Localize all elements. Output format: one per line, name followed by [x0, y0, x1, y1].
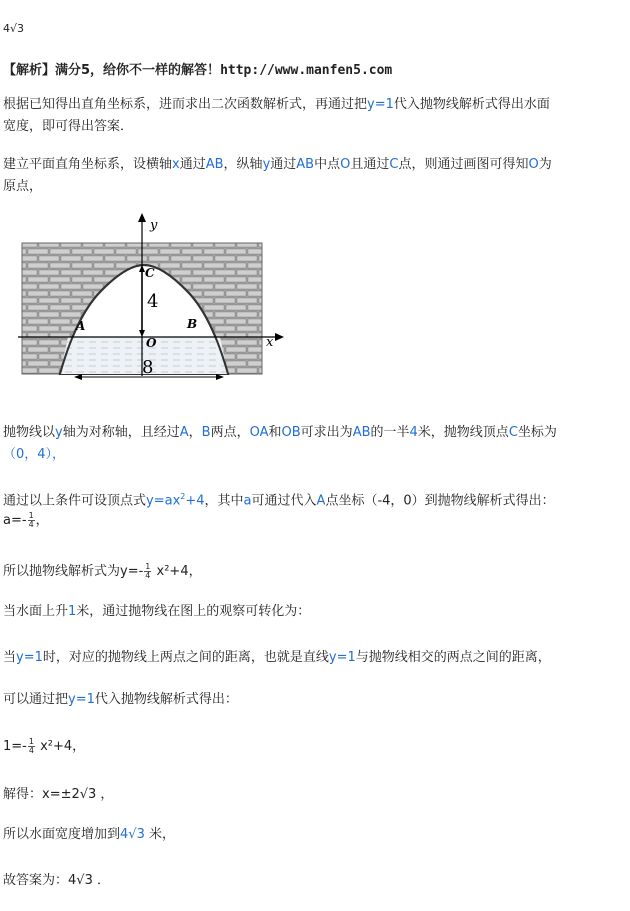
expr: +4 [185, 493, 205, 509]
setup-text: ，纵轴 [223, 157, 263, 172]
x-axis-label: x [266, 335, 274, 350]
fraction [144, 563, 151, 580]
setup-text: 为 [538, 157, 552, 172]
fraction [28, 512, 35, 529]
y-axis-arrow [138, 213, 146, 222]
symmetry-line-1 [3, 424, 557, 442]
text: 和 [268, 425, 282, 440]
point-c: C [508, 425, 518, 440]
text: 抛物线以 [3, 425, 56, 440]
text: ， [188, 425, 202, 440]
setup-line-1 [3, 156, 552, 174]
numerator: 1 [28, 511, 34, 520]
expr: y=1 [16, 650, 43, 665]
height-label: 4 [147, 291, 159, 312]
value: 4√3 [120, 827, 145, 842]
top-answer: 4√3 [3, 22, 25, 35]
arch-bridge-figure [16, 213, 286, 380]
text: x²+4， [152, 564, 202, 579]
setup-text: 且通过 [350, 157, 390, 172]
intro-line-1 [3, 96, 550, 114]
analysis-header [3, 62, 392, 80]
text: 的一半 [370, 425, 410, 440]
text: 与抛物线相交的两点之间的距离， [355, 650, 551, 665]
text: x²+4， [35, 739, 86, 754]
number: 4 [409, 425, 418, 440]
intro-text: 根据已知得出直角坐标系，进而求出二次函数解析式，再通过把 [3, 97, 368, 112]
point-o: O [340, 157, 351, 172]
text: 1=- [3, 739, 27, 754]
score-note: 满分5，给你不一样的解答！ [55, 63, 221, 78]
text: 当 [3, 650, 17, 665]
expr: y=ax [146, 493, 181, 509]
value: 4√3 [68, 873, 93, 888]
segment-oa: OA [249, 425, 269, 440]
intro-line-2: 宽度，即可得出答案． [3, 119, 134, 134]
setup-text: 点，则通过画图可得知 [398, 157, 529, 172]
width-label: 8 [142, 357, 154, 378]
final-answer-line [3, 872, 110, 890]
text: 米， [144, 827, 175, 842]
intro-text-end: 代入抛物线解析式得出水面 [393, 97, 550, 112]
a-result [3, 512, 49, 530]
segment-ab: AB [352, 425, 371, 440]
text: ，其中 [204, 493, 244, 509]
text: 代入抛物线解析式得出： [94, 692, 238, 707]
segment-ab: AB [205, 157, 224, 172]
denominator: 4 [145, 571, 151, 580]
setup-text: 通过 [179, 157, 206, 172]
denominator: 4 [28, 520, 34, 529]
segment-ab: AB [296, 157, 315, 172]
width-line [3, 826, 175, 844]
when-line [3, 649, 551, 667]
solve-line: 解得：x=±2√3 ， [3, 787, 114, 802]
number: 1 [68, 604, 77, 619]
var-a: a [243, 493, 252, 509]
y-axis-label: y [150, 218, 158, 233]
point-o-label: O [146, 336, 157, 350]
parabola-line [3, 563, 202, 581]
var-y: y [55, 425, 63, 440]
denominator: 4 [28, 746, 34, 755]
text: 通过以上条件可设顶点式 [3, 493, 147, 509]
vertex-coord: （0，4）， [3, 447, 66, 462]
expr: y=1 [328, 650, 356, 665]
text: 可通过代入 [251, 493, 317, 509]
text: 轴为对称轴，且经过 [62, 425, 180, 440]
substitute-line [3, 691, 238, 709]
text: 可以通过把 [3, 692, 69, 707]
point-o: O [528, 157, 539, 172]
point-b: B [201, 425, 211, 440]
numerator: 1 [145, 562, 151, 571]
var-y: y [262, 157, 271, 172]
text: ． [92, 873, 110, 888]
text: 所以抛物线解析式为 [3, 564, 121, 579]
text: 故答案为： [3, 873, 69, 888]
text: 坐标为 [517, 425, 557, 440]
setup-line-2: 原点， [3, 179, 43, 194]
point-c-label: C [145, 266, 155, 280]
vertex-form-line [3, 488, 555, 510]
intro-expr: y=1 [367, 97, 394, 112]
text: 米，抛物线顶点 [417, 425, 509, 440]
point-b-label: B [187, 317, 198, 331]
site-link[interactable]: http://www.manfen5.com [220, 63, 393, 78]
text: 时，对应的抛物线上两点之间的距离，也就是直线 [42, 650, 329, 665]
text: 点坐标（-4，0）到抛物线解析式得出： [325, 493, 555, 509]
expr: y=1 [68, 692, 95, 707]
point-a: A [316, 493, 326, 509]
text: a=- [3, 513, 27, 528]
text: 当水面上升 [3, 604, 69, 619]
x-axis-arrow [275, 333, 284, 341]
numerator: 1 [28, 737, 34, 746]
text: 米，通过抛物线在图上的观察可转化为： [76, 604, 311, 619]
fraction [28, 738, 35, 755]
text: 可求出为 [300, 425, 353, 440]
equation-line [3, 738, 85, 756]
text: y=- [120, 564, 144, 579]
exponent: 2 [180, 492, 186, 501]
point-a: A [179, 425, 189, 440]
point-a-label: A [76, 319, 86, 333]
text: 所以水面宽度增加到 [3, 827, 121, 842]
setup-text: 通过 [270, 157, 297, 172]
point-c: C [389, 157, 399, 172]
segment-ob: OB [281, 425, 301, 440]
setup-text: 建立平面直角坐标系，设横轴 [3, 157, 173, 172]
rise-line [3, 603, 310, 621]
text: 两点， [210, 425, 250, 440]
analysis-title: 【解析】 [3, 63, 56, 78]
setup-text: 中点 [314, 157, 341, 172]
var-x: x [172, 157, 180, 172]
text: ， [35, 513, 49, 528]
